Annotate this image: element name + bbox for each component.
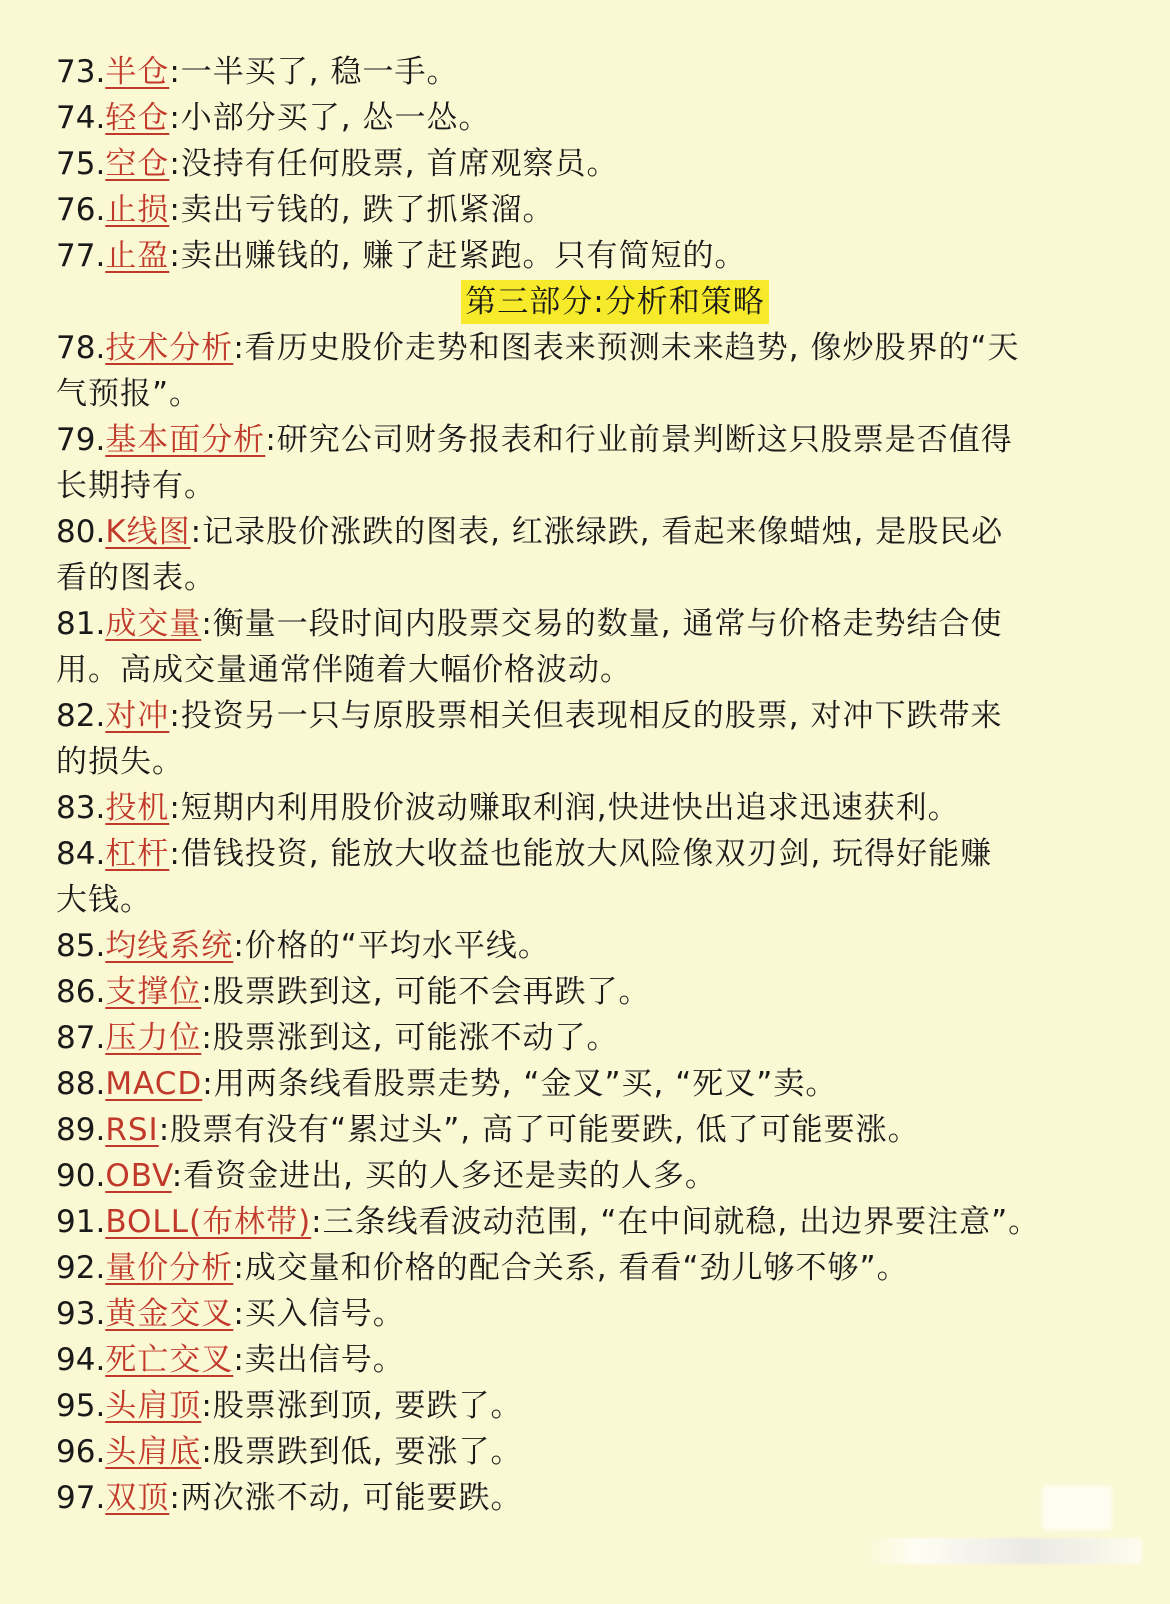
entry-number: 74.: [56, 100, 106, 136]
entry-definition: :一半买了, 稳一手。: [169, 54, 459, 90]
glossary-entry: [56, 417, 1116, 509]
glossary-entry: [56, 831, 1116, 923]
entry-definition: :研究公司财务报表和行业前景判断这只股票是否值得: [265, 422, 1013, 458]
entry-definition: :价格的“平均水平线。: [233, 928, 550, 964]
entry-term: 杠杆: [105, 836, 170, 872]
entry-line: [56, 923, 1116, 969]
glossary-entry: [56, 785, 1116, 831]
entry-definition: :股票跌到这, 可能不会再跌了。: [201, 974, 651, 1010]
entry-number: 89.: [56, 1112, 106, 1148]
entry-number: 87.: [56, 1020, 106, 1056]
entry-term: 量价分析: [105, 1250, 234, 1286]
entry-term: 均线系统: [105, 928, 234, 964]
entry-definition: :卖出亏钱的, 跌了抓紧溜。: [169, 192, 555, 228]
entry-line: [56, 969, 1116, 1015]
glossary-entry: [56, 1015, 1116, 1061]
entry-definition: 看的图表。: [56, 560, 216, 596]
entry-term: 止损: [105, 192, 170, 228]
section-heading-row: [56, 279, 1116, 325]
glossary-entry: [56, 1475, 1116, 1521]
entry-definition: 长期持有。: [56, 468, 216, 504]
entry-number: 84.: [56, 836, 106, 872]
entry-term: 基本面分析: [105, 422, 266, 458]
entry-definition: :衡量一段时间内股票交易的数量, 通常与价格走势结合使: [201, 606, 1003, 642]
entry-continuation-line: [56, 371, 1116, 417]
entry-line: [56, 1015, 1116, 1061]
entry-definition: 用。高成交量通常伴随着大幅价格波动。: [56, 652, 632, 688]
entry-line: [56, 1429, 1116, 1475]
glossary-entry: [56, 233, 1116, 279]
entry-number: 85.: [56, 928, 106, 964]
entry-term: K线图: [105, 514, 191, 550]
entry-line: [56, 693, 1116, 739]
glossary-entry: [56, 325, 1116, 417]
entry-line: [56, 233, 1116, 279]
entry-number: 92.: [56, 1250, 106, 1286]
entry-definition: 的损失。: [56, 744, 184, 780]
glossary-entry: [56, 1429, 1116, 1475]
glossary-page: [56, 49, 1116, 1521]
entry-definition: :股票涨到顶, 要跌了。: [201, 1388, 523, 1424]
section-heading: 第三部分:分析和策略: [461, 280, 768, 324]
glossary-entry: [56, 1107, 1116, 1153]
entry-term: 黄金交叉: [105, 1296, 234, 1332]
entry-definition: :投资另一只与原股票相关但表现相反的股票, 对冲下跌带来: [169, 698, 1003, 734]
entry-line: [56, 187, 1116, 233]
glossary-entry: [56, 969, 1116, 1015]
entry-term: 压力位: [105, 1020, 202, 1056]
entry-definition: :没持有任何股票, 首席观察员。: [169, 146, 619, 182]
entry-line: [56, 1199, 1116, 1245]
entry-definition: :卖出赚钱的, 赚了赶紧跑。只有简短的。: [169, 238, 747, 274]
entry-definition: :记录股价涨跌的图表, 红涨绿跌, 看起来像蜡烛, 是股民必: [190, 514, 1004, 550]
entry-line: [56, 141, 1116, 187]
glossary-entry: [56, 1061, 1116, 1107]
entry-term: 支撑位: [105, 974, 202, 1010]
glossary-entry: [56, 601, 1116, 693]
glossary-entry: [56, 1383, 1116, 1429]
entry-definition: 大钱。: [56, 882, 152, 918]
entry-number: 97.: [56, 1480, 106, 1516]
entry-definition: :看资金进出, 买的人多还是卖的人多。: [171, 1158, 717, 1194]
entry-line: [56, 49, 1116, 95]
entry-definition: :短期内利用股价波动赚取利润,快进快出追求迅速获利。: [169, 790, 960, 826]
entry-line: [56, 1107, 1116, 1153]
entry-definition: :卖出信号。: [233, 1342, 405, 1378]
entry-number: 79.: [56, 422, 106, 458]
watermark: [862, 1538, 1142, 1564]
entry-number: 91.: [56, 1204, 106, 1240]
entry-definition: :成交量和价格的配合关系, 看看“劲儿够不够”。: [233, 1250, 909, 1286]
glossary-entry: [56, 1153, 1116, 1199]
entry-number: 94.: [56, 1342, 106, 1378]
entry-definition: :股票有没有“累过头”, 高了可能要跌, 低了可能要涨。: [158, 1112, 920, 1148]
glossary-entry: [56, 1245, 1116, 1291]
entry-number: 83.: [56, 790, 106, 826]
glossary-entry: [56, 49, 1116, 95]
entry-term: 死亡交叉: [105, 1342, 234, 1378]
entry-term: 投机: [105, 790, 170, 826]
entry-number: 90.: [56, 1158, 106, 1194]
entry-definition: :三条线看波动范围, “在中间就稳, 出边界要注意”。: [311, 1204, 1041, 1240]
entry-definition: :用两条线看股票走势, “金叉”买, “死叉”卖。: [202, 1066, 838, 1102]
entry-line: [56, 1337, 1116, 1383]
entry-number: 73.: [56, 54, 106, 90]
entry-definition: :两次涨不动, 可能要跌。: [169, 1480, 523, 1516]
entry-term: 成交量: [105, 606, 202, 642]
entry-line: [56, 509, 1116, 555]
entry-number: 86.: [56, 974, 106, 1010]
entry-number: 76.: [56, 192, 106, 228]
entry-definition: :买入信号。: [233, 1296, 405, 1332]
entry-continuation-line: [56, 877, 1116, 923]
glossary-entry: [56, 1337, 1116, 1383]
entry-line: [56, 1475, 1116, 1521]
glossary-entry: [56, 141, 1116, 187]
entry-number: 75.: [56, 146, 106, 182]
entry-number: 82.: [56, 698, 106, 734]
entry-line: [56, 1383, 1116, 1429]
entry-definition: :股票涨到这, 可能涨不动了。: [201, 1020, 619, 1056]
entry-number: 88.: [56, 1066, 106, 1102]
entry-term: 半仓: [105, 54, 170, 90]
entry-line: [56, 1291, 1116, 1337]
entry-line: [56, 95, 1116, 141]
entry-number: 93.: [56, 1296, 106, 1332]
entry-term: OBV: [105, 1158, 172, 1194]
entry-definition: :小部分买了, 怂一怂。: [169, 100, 491, 136]
entry-continuation-line: [56, 739, 1116, 785]
entry-term: BOLL(布林带): [105, 1204, 312, 1240]
glossary-entry: [56, 1199, 1116, 1245]
entry-line: [56, 417, 1116, 463]
entry-line: [56, 601, 1116, 647]
entry-term: 止盈: [105, 238, 170, 274]
entry-term: 双顶: [105, 1480, 170, 1516]
entry-continuation-line: [56, 647, 1116, 693]
entry-number: 77.: [56, 238, 106, 274]
entry-number: 95.: [56, 1388, 106, 1424]
entry-term: 空仓: [105, 146, 170, 182]
entry-number: 96.: [56, 1434, 106, 1470]
glossary-entry: [56, 693, 1116, 785]
entry-continuation-line: [56, 463, 1116, 509]
entry-line: [56, 325, 1116, 371]
entry-number: 81.: [56, 606, 106, 642]
entry-line: [56, 1061, 1116, 1107]
entry-definition: 气预报”。: [56, 376, 202, 412]
watermark-logo: [1042, 1486, 1112, 1530]
glossary-entry: [56, 923, 1116, 969]
entry-number: 78.: [56, 330, 106, 366]
entry-term: 轻仓: [105, 100, 170, 136]
entry-line: [56, 785, 1116, 831]
entry-line: [56, 1153, 1116, 1199]
entry-term: 对冲: [105, 698, 170, 734]
entry-number: 80.: [56, 514, 106, 550]
entry-line: [56, 831, 1116, 877]
entry-term: 技术分析: [105, 330, 234, 366]
glossary-entry: [56, 1291, 1116, 1337]
entry-line: [56, 1245, 1116, 1291]
entry-term: MACD: [105, 1066, 203, 1102]
entry-term: 头肩顶: [105, 1388, 202, 1424]
glossary-entry: [56, 187, 1116, 233]
glossary-entry: [56, 95, 1116, 141]
entry-definition: :看历史股价走势和图表来预测未来趋势, 像炒股界的“天: [233, 330, 1020, 366]
entry-continuation-line: [56, 555, 1116, 601]
entry-term: 头肩底: [105, 1434, 202, 1470]
entry-term: RSI: [105, 1112, 159, 1148]
entry-definition: :借钱投资, 能放大收益也能放大风险像双刃剑, 玩得好能赚: [169, 836, 993, 872]
entry-definition: :股票跌到低, 要涨了。: [201, 1434, 523, 1470]
glossary-entry: [56, 509, 1116, 601]
